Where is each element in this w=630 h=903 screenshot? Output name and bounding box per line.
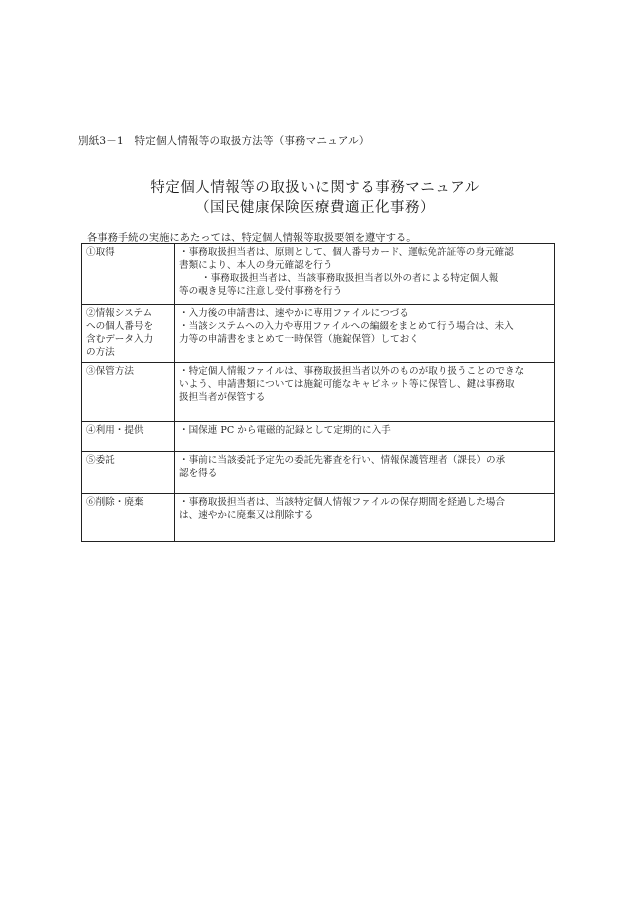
description-line: ・当該システムへの入力や専用ファイルへの編綴をまとめて行う場合は、未入 — [179, 321, 514, 332]
row-description-cell — [175, 422, 555, 452]
description-line: ・特定個人情報ファイルは、事務取扱担当者以外のものが取り扱うことのできな — [179, 366, 525, 377]
description-line: 書類により、本人の身元確認を行う — [179, 260, 333, 271]
procedure-table — [81, 243, 555, 542]
description-line: ・事務取扱担当者は、原則として、個人番号カード、運転免許証等の身元確認 — [179, 247, 514, 258]
row-label-cell — [82, 305, 175, 363]
description-line: は、速やかに廃棄又は削除する — [179, 510, 314, 521]
document-title: 特定個人情報等の取扱いに関する事務マニュアル — [150, 180, 480, 196]
title-block — [0, 178, 630, 218]
table-row — [82, 452, 555, 494]
row-label: 含むデータ入力 — [86, 334, 154, 345]
description-line: いよう、申請書類については施錠可能なキャビネット等に保管し、鍵は事務取 — [179, 379, 515, 390]
description-line: ・事前に当該委託予定先の委託先審査を行い、情報保護管理者（課長）の承 — [179, 455, 506, 466]
table-row — [82, 422, 555, 452]
description-line: 力等の申請書をまとめて一時保管（施錠保管）しておく — [179, 334, 419, 345]
description-line: ・国保連 PC から電磁的記録として定期的に入手 — [179, 425, 391, 436]
row-label-cell — [82, 422, 175, 452]
row-label: ⑥削除・廃棄 — [86, 497, 144, 508]
row-label-cell — [82, 363, 175, 422]
description-line: ・事務取扱担当者は、当該事務取扱担当者以外の者による特定個人報 — [201, 273, 499, 284]
row-label: ④利用・提供 — [86, 425, 144, 436]
row-label: ③保管方法 — [86, 366, 134, 377]
attachment-label: 別紙3－1 特定個人情報等の取扱方法等（事務マニュアル） — [78, 135, 370, 147]
table-row — [82, 244, 555, 305]
row-label: ⑤委託 — [86, 455, 115, 466]
row-label-cell — [82, 244, 175, 305]
table-row — [82, 494, 555, 542]
row-label: ②情報システム — [86, 308, 153, 319]
description-line: ・入力後の申請書は、速やかに専用ファイルにつづる — [179, 308, 409, 319]
row-description-cell — [175, 494, 555, 542]
description-line: 認を得る — [179, 468, 218, 479]
row-label: の方法 — [86, 347, 115, 358]
intro-text: 各事務手続の実施にあたっては、特定個人情報等取扱要領を遵守する。 — [87, 232, 417, 244]
table-row — [82, 305, 555, 363]
row-description-cell — [175, 363, 555, 422]
row-description-cell — [175, 244, 555, 305]
row-description-cell — [175, 305, 555, 363]
row-label: への個人番号を — [86, 321, 154, 332]
description-line: 扱担当者が保管する — [179, 392, 266, 403]
document-subtitle: （国民健康保険医療費適正化事務） — [195, 200, 435, 216]
row-label: ①取得 — [86, 247, 115, 258]
description-line: ・事務取扱担当者は、当該特定個人情報ファイルの保存期間を経過した場合 — [179, 497, 505, 508]
row-description-cell — [175, 452, 555, 494]
row-label-cell — [82, 494, 175, 542]
table-row — [82, 363, 555, 422]
row-label-cell — [82, 452, 175, 494]
description-line: 等の覗き見等に注意し受付事務を行う — [179, 286, 343, 297]
